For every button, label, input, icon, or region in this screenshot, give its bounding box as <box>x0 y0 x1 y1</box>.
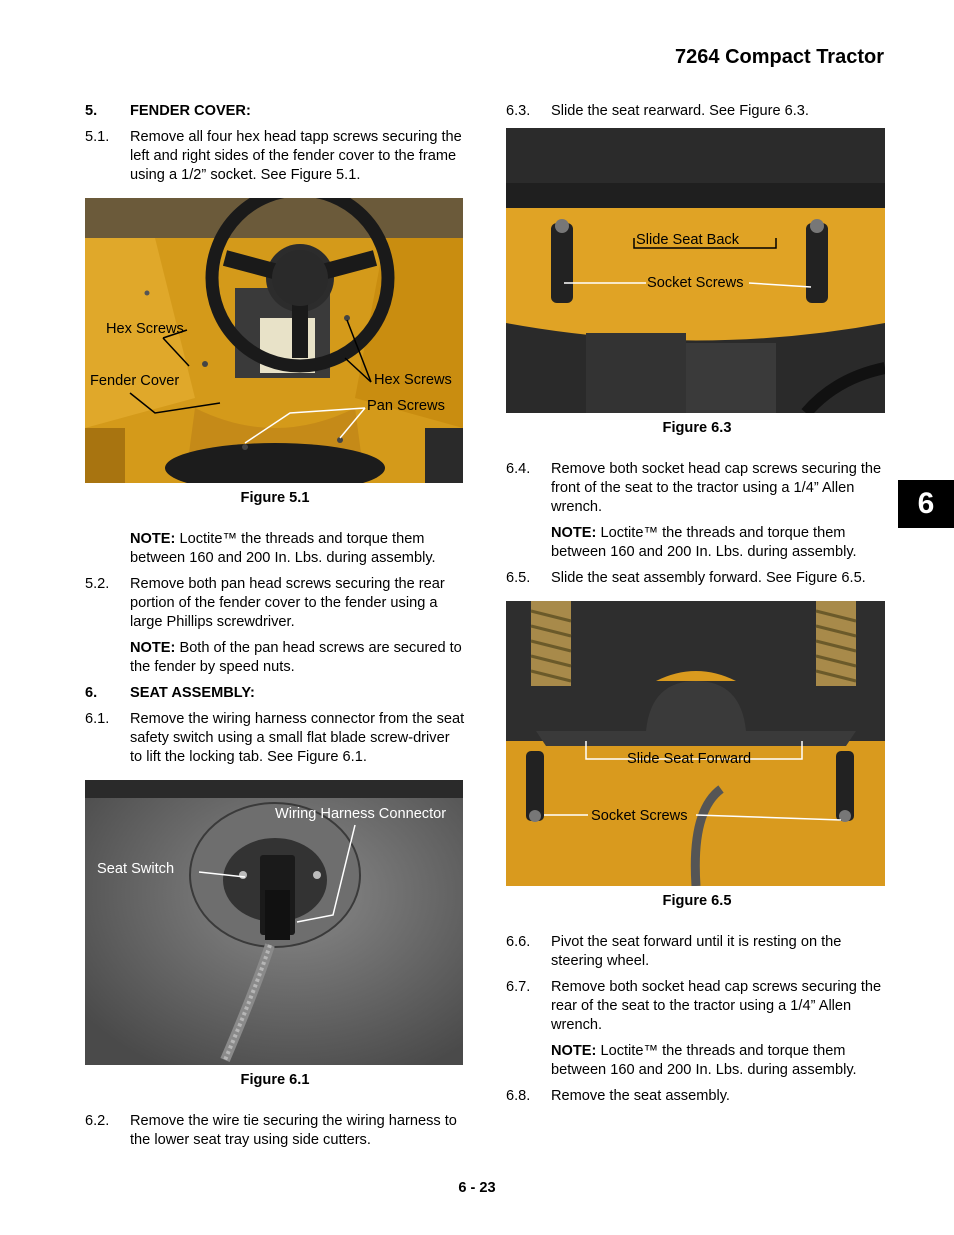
step-text: Remove both socket head cap screws securing the front of the seat to the tractor using a 1/4” Allen wrench. <box>551 461 882 515</box>
step-6-2 <box>85 1112 465 1150</box>
label-pan-screws: Pan Screws <box>367 398 445 414</box>
step-6-3 <box>506 102 888 121</box>
fig-5-1-leader-lines <box>85 198 463 483</box>
left-column <box>85 102 465 1157</box>
label-socket-screws: Socket Screws <box>647 275 744 291</box>
figure-caption: Figure 6.3 <box>662 420 732 436</box>
figure-5-1 <box>85 198 465 508</box>
step-6-8 <box>506 1087 888 1106</box>
note-label: NOTE: <box>551 525 597 541</box>
figure-6-5 <box>506 601 888 911</box>
figure-caption: Figure 5.1 <box>240 490 310 506</box>
note-speed-nuts <box>85 639 465 677</box>
note-text: Loctite™ the threads and torque them between 160 and 200 In. Lbs. during assembly. <box>130 531 436 566</box>
label-hex-screws-left: Hex Screws <box>106 321 184 337</box>
label-slide-seat-back: Slide Seat Back <box>636 232 740 248</box>
note-loctite-1 <box>85 530 465 568</box>
step-5-2 <box>85 575 465 632</box>
right-column <box>506 102 888 1113</box>
step-6-6 <box>506 933 888 971</box>
figure-caption: Figure 6.1 <box>240 1072 310 1088</box>
step-number: 6.3. <box>506 103 531 119</box>
label-seat-switch: Seat Switch <box>97 861 175 877</box>
step-text: Remove both socket head cap screws securing the rear of the seat to the tractor using a 1/4” Allen wrench. <box>551 979 882 1033</box>
label-hex-screws-right: Hex Screws <box>374 372 452 388</box>
step-text: Slide the seat rearward. See Figure 6.3. <box>551 103 809 119</box>
step-text: Slide the seat assembly forward. See Figure 6.5. <box>551 570 866 586</box>
page-number: 6 - 23 <box>458 1180 496 1196</box>
note-text: Both of the pan head screws are secured to the fender by speed nuts. <box>130 640 462 675</box>
section-title: FENDER COVER: <box>130 103 251 119</box>
step-number: 5.2. <box>85 576 110 592</box>
fig-6-5-leader-lines <box>506 601 885 886</box>
section-title: SEAT ASSEMBLY: <box>130 685 255 701</box>
note-label: NOTE: <box>551 1043 597 1059</box>
page-title: 7264 Compact Tractor <box>675 46 884 68</box>
step-number: 6.1. <box>85 711 110 727</box>
section-heading-fender-cover <box>85 102 465 121</box>
seat-forward-photo <box>506 601 885 886</box>
step-number: 6.2. <box>85 1113 110 1129</box>
fig-6-3-leader-lines <box>506 128 885 413</box>
step-6-4 <box>506 460 888 517</box>
step-text: Remove all four hex head tapp screws securing the left and right sides of the fender cover to the frame using a 1/2” socket. See Figure 5.1. <box>130 129 462 183</box>
label-fender-cover: Fender Cover <box>90 373 180 389</box>
note-loctite-3 <box>506 1042 888 1080</box>
figure-6-3 <box>506 128 888 438</box>
step-6-1 <box>85 710 465 767</box>
step-6-5 <box>506 569 888 588</box>
step-text: Remove both pan head screws securing the rear portion of the fender cover to the fender using a large Phillips screwdriver. <box>130 576 445 630</box>
label-socket-screws: Socket Screws <box>591 808 688 824</box>
seat-back-photo <box>506 128 885 413</box>
step-5-1 <box>85 128 465 185</box>
step-6-7 <box>506 978 888 1035</box>
step-number: 6.8. <box>506 1088 531 1104</box>
fender-cover-photo <box>85 198 463 483</box>
seat-switch-photo <box>85 780 463 1065</box>
note-label: NOTE: <box>130 640 176 656</box>
step-text: Remove the wiring harness connector from the seat safety switch using a small flat blade screw-driver to lift the locking tab. See Figure 6.1. <box>130 711 465 765</box>
step-number: 6.6. <box>506 934 531 950</box>
section-heading-seat-assembly <box>85 684 465 703</box>
note-loctite-2 <box>506 524 888 562</box>
chapter-tab: 6 <box>898 480 954 528</box>
step-number: 6.7. <box>506 979 531 995</box>
step-text: Remove the seat assembly. <box>551 1088 730 1104</box>
note-text: Loctite™ the threads and torque them between 160 and 200 In. Lbs. during assembly. <box>551 525 857 560</box>
note-text: Loctite™ the threads and torque them between 160 and 200 In. Lbs. during assembly. <box>551 1043 857 1078</box>
step-number: 6.5. <box>506 570 531 586</box>
figure-caption: Figure 6.5 <box>662 893 732 909</box>
note-label: NOTE: <box>130 531 176 547</box>
step-number: 6.4. <box>506 461 531 477</box>
label-slide-seat-forward: Slide Seat Forward <box>627 751 752 767</box>
step-number: 5.1. <box>85 129 110 145</box>
step-text: Remove the wire tie securing the wiring harness to the lower seat tray using side cutters. <box>130 1113 457 1148</box>
label-wiring-harness-connector: Wiring Harness Connector <box>275 806 447 822</box>
section-number: 6. <box>85 685 98 701</box>
section-number: 5. <box>85 103 98 119</box>
figure-6-1 <box>85 780 465 1090</box>
step-text: Pivot the seat forward until it is resting on the steering wheel. <box>551 934 842 969</box>
